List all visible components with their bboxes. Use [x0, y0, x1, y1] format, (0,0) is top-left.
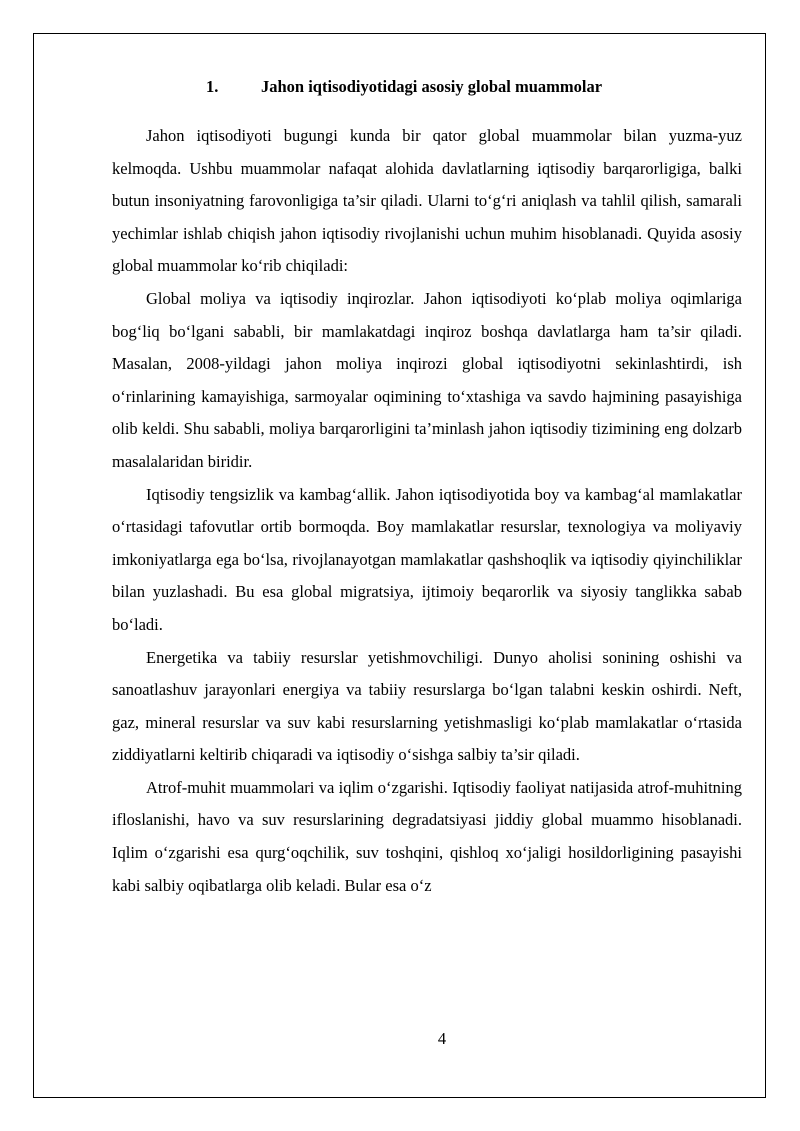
paragraph-inequality: Iqtisodiy tengsizlik va kambag‘allik. Jahon iqtisodiyotida boy va kambag‘al mamlakatlar o‘rtasidagi tafovutlar ortib bormoqda. Boy mamlakatlar resurslar, texnologiya va moliyaviy imkoniyatlarga ega bo‘lsa, rivojlanayotgan mamlakatlar qashshoqlik va iqtisodiy qiyinchiliklar bilan yuzlashadi. Bu esa global migratsiya, ijtimoiy beqarorlik va siyosiy tanglikka sabab bo‘ladi. — [112, 484, 742, 634]
section-number: 1. — [206, 77, 219, 96]
paragraph-financial-crises: Global moliya va iqtisodiy inqirozlar. Jahon iqtisodiyoti ko‘plab moliya oqimlariga bog‘liq bo‘lgani sababli, bir mamlakatdagi inqiroz boshqa davlatlarga ham ta’sir qiladi. Masalan, 2008-yildagi jahon moliya inqirozi global iqtisodiyotni sekinlashtirdi, ish o‘rinlarining kamayishiga, sarmoyalar oqimining to‘xtashiga va savdo hajmining pasayishiga olib keldi. Shu sababli, moliya barqarorligini ta’minlash jahon iqtisodiy tizimining eng dolzarb masalalaridan biridir. — [112, 288, 742, 471]
section-title: Jahon iqtisodiyotidagi asosiy global muammolar — [261, 77, 603, 96]
section-heading — [112, 76, 742, 98]
document-body — [112, 76, 742, 902]
page-number: 4 — [437, 1029, 447, 1048]
paragraph-environment: Atrof-muhit muammolari va iqlim o‘zgarishi. Iqtisodiy faoliyat natijasida atrof-muhitning ifloslanishi, havo va suv resurslarining degradatsiyasi jiddiy global muammo hisoblanadi. Iqlim o‘zgarishi esa qurg‘oqchilik, suv toshqini, qishloq xo‘jaligi hosildorligining pasayishi kabi salbiy oqibatlarga olib keladi. Bular esa o‘z — [112, 777, 742, 895]
paragraph-intro: Jahon iqtisodiyoti bugungi kunda bir qator global muammolar bilan yuzma-yuz kelmoqda. Ushbu muammolar nafaqat alohida davlatlarning iqtisodiy barqarorligiga, balki butun insoniyatning farovonligiga ta’sir qiladi. Ularni to‘g‘ri aniqlash va tahlil qilish, samarali yechimlar ishlab chiqish jahon iqtisodiy rivojlanishi uchun muhim hisoblanadi. Quyida asosiy global muammolar ko‘rib chiqiladi: — [112, 126, 742, 276]
paragraph-energy-resources: Energetika va tabiiy resurslar yetishmovchiligi. Dunyo aholisi sonining oshishi va sanoatlashuv jarayonlari energiya va tabiiy resurslarga bo‘lgan talabni keskin oshirdi. Neft, gaz, mineral resurslar va suv kabi resurslarning yetishmasligi ko‘plab mamlakatlar o‘rtasida ziddiyatlarni keltirib chiqaradi va iqtisodiy o‘sishga salbiy ta’sir qiladi. — [112, 647, 742, 765]
